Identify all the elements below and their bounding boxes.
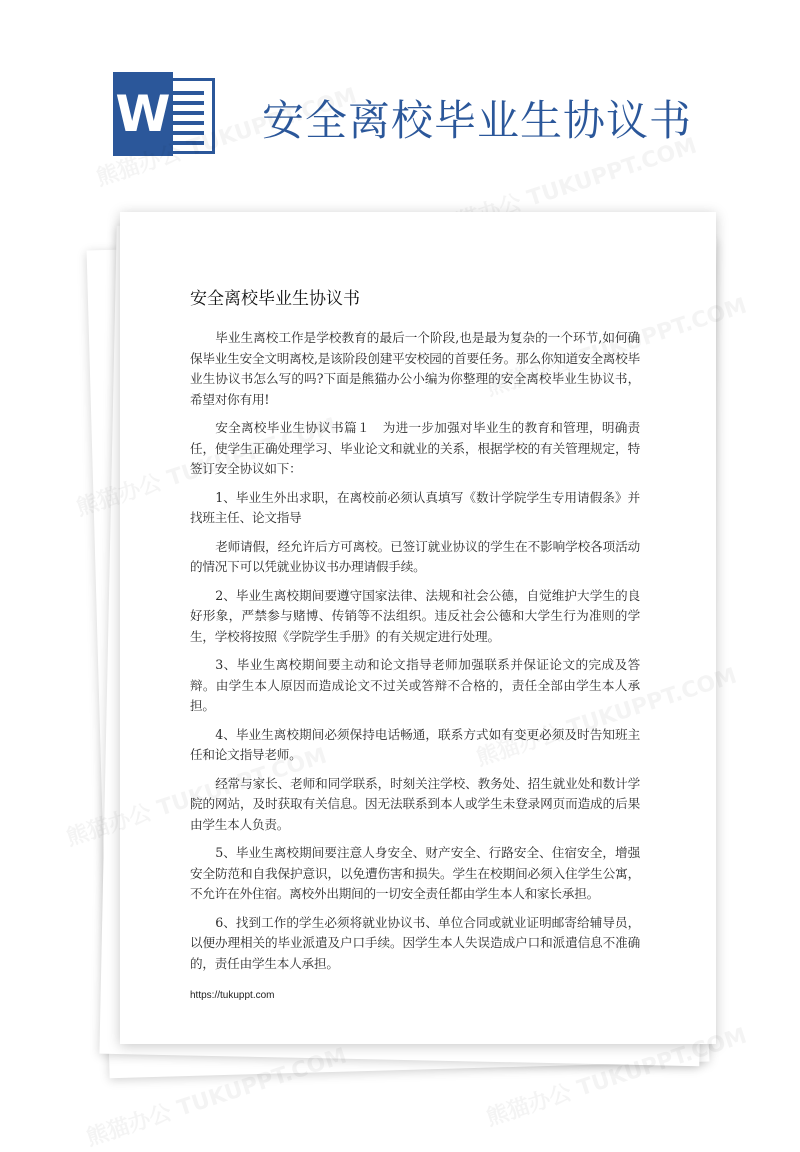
document-body <box>190 328 640 982</box>
banner-title: 安全离校毕业生协议书 <box>262 96 693 145</box>
footer-url: https://tukuppt.com <box>190 990 275 1001</box>
paragraph: 安全离校毕业生协议书篇１ 为进一步加强对毕业生的教育和管理，明确责任，使学生正确处理学习、毕业论文和就业的关系，根据学校的有关管理规定，特签订安全协议如下： <box>190 420 640 476</box>
paragraph: 3、毕业生离校期间要主动和论文指导老师加强联系并保证论文的完成及答辩。由学生本人原因而造成论文不过关或答辩不合格的，责任全部由学生本人承担。 <box>190 657 640 713</box>
paragraph: 经常与家长、老师和同学联系，时刻关注学校、教务处、招生就业处和数计学院的网站，及时获取有关信息。因无法联系到本人或学生未登录网页而造成的后果由学生本人负责。 <box>190 775 640 832</box>
word-doc-icon <box>113 72 223 156</box>
paragraph: 毕业生离校工作是学校教育的最后一个阶段,也是最为复杂的一个环节,如何确保毕业生安全文明离校,是该阶段创建平安校园的首要任务。那么你知道安全离校毕业生协议书怎么写的吗?下面是熊猫办公小编为你整理的安全离校毕业生协议书，希望对你有用! <box>190 330 640 407</box>
word-letter-badge: W <box>113 72 173 156</box>
paragraph: 6、找到工作的学生必须将就业协议书、单位合同或就业证明邮寄给辅导员，以便办理相关的毕业派遣及户口手续。因学生本人失误造成户口和派遣信息不准确的，责任由学生本人承担。 <box>190 914 640 971</box>
paragraph: 1、毕业生外出求职，在离校前必须认真填写《数计学院学生专用请假条》并找班主任、论文指导 <box>190 489 640 525</box>
paragraph: 4、毕业生离校期间必须保持电话畅通，联系方式如有变更必须及时告知班主任和论文指导老师。 <box>190 726 640 762</box>
document-page <box>120 212 716 1044</box>
banner <box>0 0 800 210</box>
paragraph: 2、毕业生离校期间要遵守国家法律、法规和社会公德，自觉维护大学生的良好形象，严禁参与赌博、传销等不法组织。违反社会公德和大学生行为准则的学生，学校将按照《学院学生手册》的有关规定进行处理。 <box>190 587 640 644</box>
paragraph: 老师请假，经允许后方可离校。已签订就业协议的学生在不影响学校各项活动的情况下可以凭就业协议书办理请假手续。 <box>190 538 640 574</box>
paragraph: 5、毕业生离校期间要注意人身安全、财产安全、行路安全、住宿安全，增强安全防范和自我保护意识，以免遭伤害和损失。学生在校期间必须入住学生公寓，不允许在外住宿。离校外出期间的一切安全责任都由学生本人和家长承担。 <box>190 845 640 901</box>
document-title: 安全离校毕业生协议书 <box>190 289 360 309</box>
